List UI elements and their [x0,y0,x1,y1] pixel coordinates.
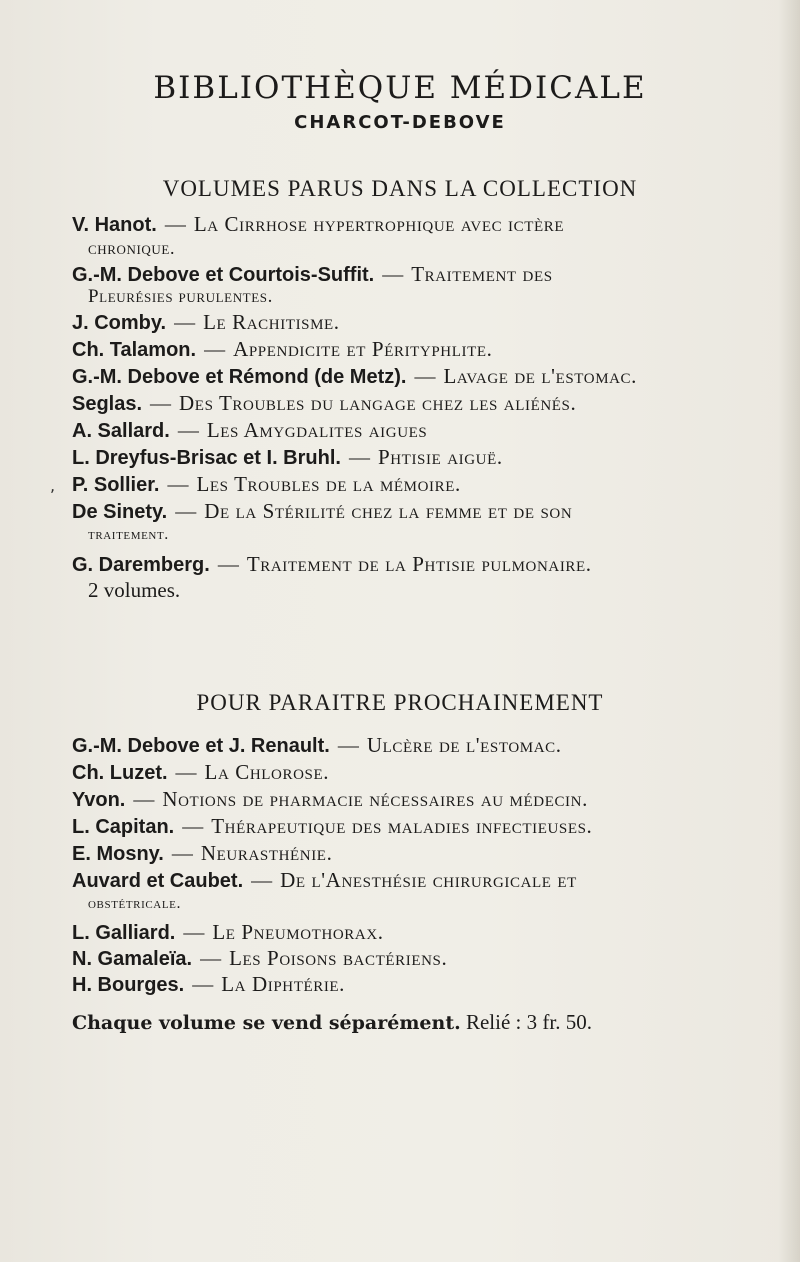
entry-title: Phtisie aiguë. [377,445,503,469]
entry-author: Seglas. [72,393,143,415]
entry-dash: — [337,733,359,757]
entry-author: G.-M. Debove et Rémond (de Metz). [72,366,407,388]
entry-continuation: 2 volumes. [88,578,181,602]
list-item [72,310,340,335]
list-item [72,472,461,497]
entry-dash: — [200,946,222,970]
entry-author: A. Sallard. [72,420,170,442]
entry-title: Appendicite et Pérityphlite. [233,337,493,361]
entry-author: L. Galliard. [72,922,176,944]
entry-title: Le Rachitisme. [203,310,340,334]
entry-author: G. Daremberg. [72,554,210,576]
list-item [72,364,637,389]
entry-dash: — [174,310,196,334]
entry-dash: — [251,868,273,892]
list-item [72,262,553,287]
entry-dash: — [348,445,370,469]
entry-title: Les Troubles de la mémoire. [196,472,461,496]
entry-title: Neurasthénie. [200,841,333,865]
entry-author: Auvard et Caubet. [72,870,244,892]
forthcoming-heading: POUR PARAITRE PROCHAINEMENT [196,690,604,715]
entry-title: La Chlorose. [204,760,330,784]
list-item [72,760,329,785]
entry-author: H. Bourges. [72,974,185,996]
entry-dash: — [182,814,204,838]
price-note [72,1010,592,1035]
entry-dash: — [414,364,436,388]
entry-title: Traitement de la Phtisie pulmonaire. [246,552,592,576]
entry-title: De l'Anesthésie chirurgicale et [280,868,577,892]
entry-title: Thérapeutique des maladies infectieuses. [211,814,593,838]
entry-dash: — [175,499,197,523]
entry-dash: — [192,972,214,996]
entry-dash: — [175,760,197,784]
list-item [72,946,447,971]
series-title: BIBLIOTHÈQUE MÉDICALE [153,70,647,106]
entry-author: V. Hanot. [72,214,157,236]
list-item [72,499,572,524]
entry-author: De Sinety. [72,501,168,523]
entry-author: P. Sollier. [72,474,160,496]
entry-dash: — [171,841,193,865]
entry-title: Lavage de l'estomac. [443,364,638,388]
entry-dash: — [164,212,186,236]
entry-author: G.-M. Debove et J. Renault. [72,735,330,757]
entry-title: De la Stérilité chez la femme et de son [204,499,573,523]
list-item [72,920,384,945]
list-item [72,814,592,839]
entry-title: Notions de pharmacie nécessaires au médecin. [162,787,588,811]
price-note-lead: Chaque volume se vend séparément. [72,1012,461,1034]
list-item [72,552,592,577]
entry-dash: — [177,418,199,442]
entry-title: Des Troubles du langage chez les aliénés. [179,391,577,415]
margin-mark: , [50,476,56,495]
entry-dash: — [217,552,239,576]
entry-dash: — [204,337,226,361]
entry-author: J. Comby. [72,312,167,334]
entry-dash: — [382,262,404,286]
entry-title: La Diphtérie. [221,972,346,996]
list-item [72,445,503,470]
entry-dash: — [133,787,155,811]
entry-title: Ulcère de l'estomac. [366,733,562,757]
price-note-price: Relié : 3 fr. 50. [465,1010,592,1034]
entry-dash: — [183,920,205,944]
list-item [72,787,588,812]
entry-continuation: Pleurésies purulentes. [88,286,273,307]
entry-author: Ch. Luzet. [72,762,168,784]
entry-title: La Cirrhose hypertrophique avec ictère [193,212,565,236]
list-item [72,868,577,893]
list-item [72,733,562,758]
entry-continuation: chronique. [88,238,176,258]
entry-author: G.-M. Debove et Courtois-Suffit. [72,264,375,286]
entry-author: L. Dreyfus-Brisac et I. Bruhl. [72,447,341,469]
entry-title: Les Poisons bactériens. [229,946,448,970]
entry-author: N. Gamaleïa. [72,948,193,970]
entry-author: L. Capitan. [72,816,175,838]
series-subtitle: CHARCOT-DEBOVE [294,112,506,133]
entry-dash: — [167,472,189,496]
published-heading: VOLUMES PARUS DANS LA COLLECTION [162,176,638,201]
entry-title: Traitement des [411,262,553,286]
entry-title: Le Pneumothorax. [212,920,384,944]
list-item [72,972,345,997]
entry-author: Ch. Talamon. [72,339,197,361]
entry-author: E. Mosny. [72,843,164,865]
list-item [72,337,492,362]
list-item [72,418,427,443]
entry-dash: — [150,391,172,415]
entry-author: Yvon. [72,789,126,811]
list-item [72,841,332,866]
entry-continuation: obstétricale. [88,895,182,912]
list-item [72,212,564,237]
list-item [72,391,576,416]
entry-continuation: traitement. [88,526,169,543]
entry-title: Les Amygdalites aigues [206,418,428,442]
